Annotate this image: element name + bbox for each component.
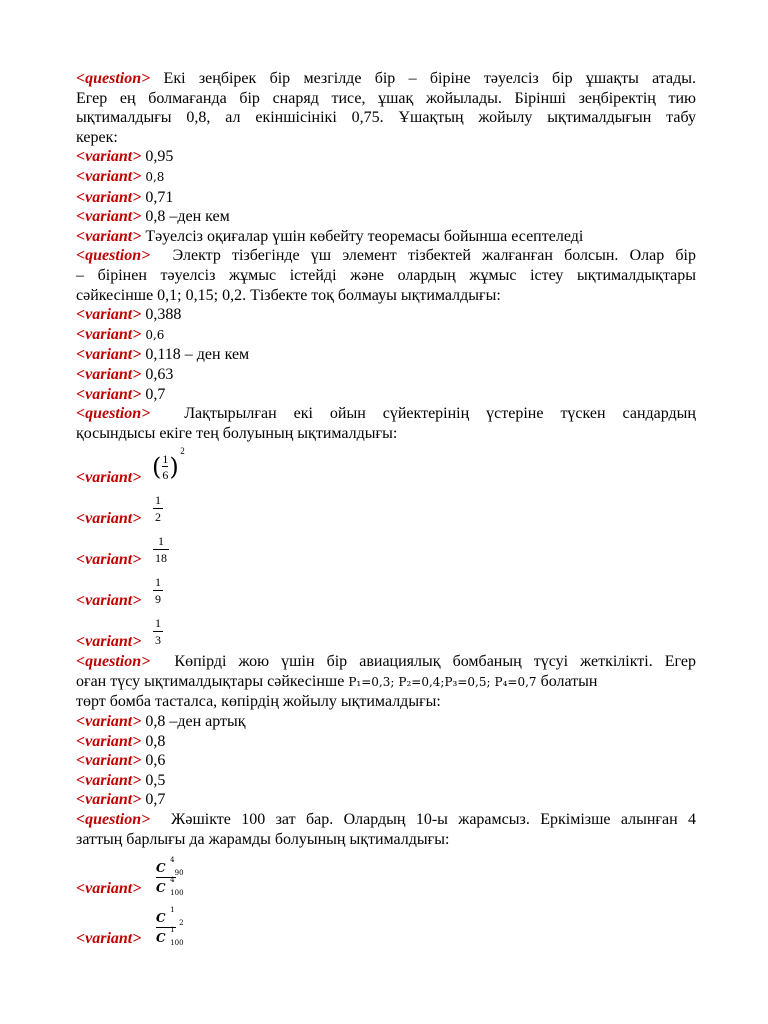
question-line: – бірінен тәуелсіз жұмыс істейді және олардың жұмыс істеу ықтималдықтары: [76, 266, 696, 284]
variant-item: [76, 570, 696, 611]
variant-tag: <variant>: [76, 469, 142, 487]
question-2: [76, 246, 696, 404]
variant-tag: <variant>: [76, 188, 142, 206]
probability-value: P₄=0,7: [494, 674, 537, 689]
question-line: <question> Электр тізбегінде үш элемент тізбектей жалғанған болсын. Олар бір: [76, 247, 697, 265]
question-3: [76, 404, 696, 652]
variant-item: [76, 849, 696, 899]
question-line: <question> Жәшікте 100 зат бар. Олардың 10-ы жарамсыз. Еркімізше алынған 4: [76, 811, 697, 829]
variant-item: [76, 899, 696, 949]
question-tag: <question>: [76, 405, 151, 423]
combination-fraction: C 1 2 C 1 100: [156, 906, 184, 948]
question-tag: <question>: [76, 70, 151, 87]
question-4: [76, 652, 696, 810]
question-line: <question> Лақтырылған екі ойын сүйектерінің үстеріне түскен сандардың: [76, 405, 696, 423]
question-line: Егер ең болмағанда бір снаряд тисе, ұшақ жойылады. Бірінші зеңбіректің тию: [76, 89, 696, 107]
variant-item: [76, 529, 696, 570]
variant-tag: <variant>: [76, 930, 142, 948]
variant-tag: <variant>: [76, 592, 142, 610]
question-line: <question> Көпірді жою үшін бір авиациялық бомбаның түсуі жеткілікті. Егер: [76, 653, 697, 671]
variant-item: <variant> 0,63: [76, 365, 174, 383]
variant-item: [76, 488, 696, 529]
variant-tag: <variant>: [76, 510, 142, 528]
probability-value: P₃=0,5;: [444, 674, 491, 689]
variant-tag: <variant>: [76, 880, 142, 898]
question-1: [76, 69, 696, 246]
variant-item: <variant> 0,118 – ден кем: [76, 346, 250, 364]
fraction: $\frac{1}{2}$: [155, 493, 161, 525]
question-line: төрт бомба тасталса, көпірдің жойылу ықтималдығы:: [76, 693, 441, 711]
probability-value: P₁=0,3;: [348, 674, 395, 689]
variant-tag: <variant>: [76, 346, 142, 364]
variant-tag: <variant>: [76, 227, 142, 245]
question-5: [76, 810, 696, 949]
variant-item: <variant> 0,71: [76, 188, 174, 206]
variant-item: <variant> 0,95: [76, 148, 174, 166]
variant-item: <variant> 0,388: [76, 306, 182, 324]
variant-item: <variant> 0,8 –ден кем: [76, 208, 230, 226]
variant-tag: <variant>: [76, 752, 142, 770]
variant-tag: <variant>: [76, 325, 142, 343]
variant-tag: <variant>: [76, 791, 142, 809]
question-line: оған түсу ықтималдықтары сәйкесінше P₁=0,3; P₂=0,4;P₃=0,5; P₄=0,7 болатын: [76, 672, 598, 690]
test-content: [76, 69, 696, 949]
fraction: $\frac{1}{18}$: [155, 534, 167, 566]
variant-tag: <variant>: [76, 208, 142, 226]
fraction-power: ( 1 6 ) 2: [152, 446, 185, 483]
variant-tag: <variant>: [76, 148, 142, 166]
variant-tag: <variant>: [76, 732, 142, 750]
question-tag: <question>: [76, 653, 151, 671]
variant-tag: <variant>: [76, 713, 142, 731]
question-line: қосындысы екіге тең болуының ықтималдығы:: [76, 424, 398, 442]
combination-fraction: C 4 90 C 4 100: [156, 856, 184, 898]
variant-item: <variant> 0,8 –ден артық: [76, 713, 246, 731]
variant-item: <variant> 0,8: [76, 732, 166, 750]
question-line: <question> Екі зеңбірек бір мезгілде бір – біріне тәуелсіз бір ұшақты атады.: [76, 70, 696, 87]
variant-item: <variant> 0,5: [76, 771, 166, 789]
variant-item: [76, 611, 696, 652]
variant-tag: <variant>: [76, 365, 142, 383]
question-line: заттың барлығы да жарамды болуының ықтималдығы:: [76, 830, 450, 848]
variant-item: <variant> 0,7: [76, 791, 166, 809]
question-line: ықтималдығы 0,8, ал екіншісінікі 0,75. Ұшақтың жойылу ықтималдығын табу: [76, 109, 696, 127]
variant-item: <variant> 0,8: [76, 167, 165, 185]
variant-tag: <variant>: [76, 385, 142, 403]
fraction: $\frac{1}{9}$: [155, 575, 161, 607]
question-tag: <question>: [76, 247, 151, 265]
variant-tag: <variant>: [76, 771, 142, 789]
variant-item: <variant> 0,7: [76, 385, 166, 403]
variant-tag: <variant>: [76, 167, 142, 185]
variant-item: [76, 443, 696, 488]
variant-item: <variant> Тәуелсіз оқиғалар үшін көбейту теоремасы бойынша есептеледі: [76, 227, 584, 245]
fraction: $\frac{1}{3}$: [155, 616, 161, 648]
variant-item: <variant> 0,6: [76, 325, 165, 343]
question-line: сәйкесінше 0,1; 0,15; 0,2. Тізбекте тоқ болмауы ықтималдығы:: [76, 286, 501, 304]
variant-tag: <variant>: [76, 306, 142, 324]
variant-tag: <variant>: [76, 633, 142, 651]
variant-tag: <variant>: [76, 551, 142, 569]
probability-value: P₂=0,4;: [398, 674, 445, 689]
question-tag: <question>: [76, 811, 151, 829]
variant-item: <variant> 0,6: [76, 752, 166, 770]
question-line: керек:: [76, 128, 118, 146]
